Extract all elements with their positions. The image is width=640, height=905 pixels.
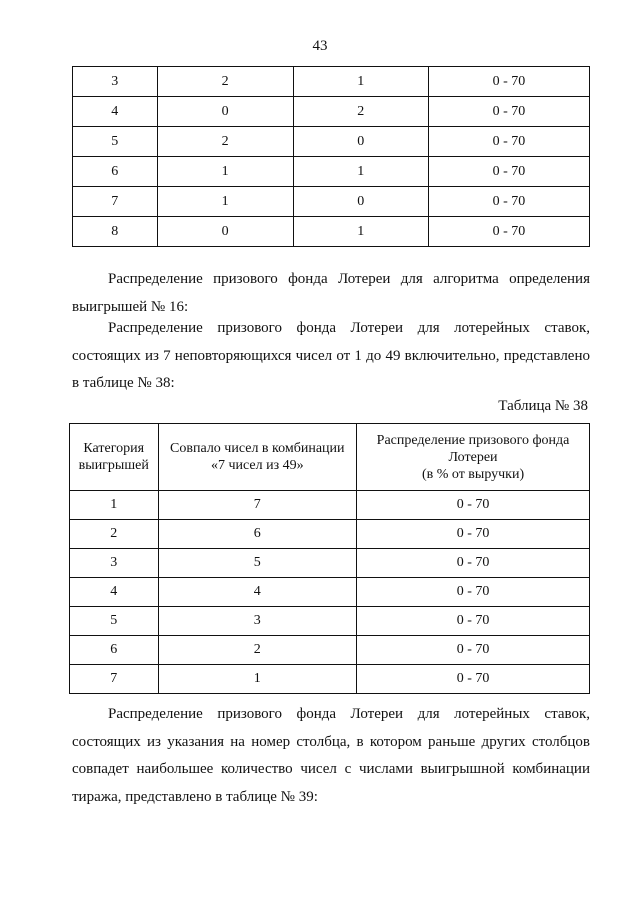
table-cell: 0 - 70: [357, 607, 590, 636]
table-cell: 1: [293, 157, 428, 187]
header-text: Совпало чисел в комбинации: [170, 441, 345, 456]
paragraph-line: Распределение призового фонда Лотереи для алгоритма определения: [108, 271, 590, 287]
table-row: [70, 665, 590, 694]
paragraph-table-38-intro: [72, 315, 590, 398]
paragraph-line: Распределение призового фонда Лотереи для лотерейных ставок,: [108, 706, 590, 722]
table-cell: 5: [158, 549, 357, 578]
table-cell: 7: [158, 491, 357, 520]
table-row: [70, 636, 590, 665]
table-cell: 2: [157, 127, 293, 157]
table-cell: 4: [158, 578, 357, 607]
paragraph-line: в таблице № 38:: [72, 375, 175, 391]
table-cell: 0: [157, 217, 293, 247]
paragraph-line: совпадет наибольшее количество чисел с числами выигрышной комбинации: [72, 761, 590, 777]
table-cell: 0 - 70: [357, 665, 590, 694]
table-cell: 0 - 70: [357, 549, 590, 578]
paragraph-table-39-intro: [72, 701, 590, 811]
table-header-row: [70, 424, 590, 491]
table-cell: 0 - 70: [428, 187, 589, 217]
header-text: выигрышей: [78, 458, 149, 473]
table-cell: 0: [293, 127, 428, 157]
table-cell: 4: [70, 578, 159, 607]
table-cell: 0 - 70: [357, 578, 590, 607]
table-cell: 1: [157, 157, 293, 187]
paragraph-line: состоящих из 7 неповторяющихся чисел от 1 до 49 включительно, представлено: [72, 347, 590, 364]
table-cell: 0: [293, 187, 428, 217]
table-row: [73, 187, 590, 217]
table-cell: 2: [293, 97, 428, 127]
table-cell: 0 - 70: [357, 636, 590, 665]
table-cell: 3: [73, 67, 158, 97]
prize-distribution-table-continued: [72, 66, 590, 247]
header-text: «7 чисел из 49»: [210, 458, 304, 473]
table-cell: 7: [73, 187, 158, 217]
table-cell: 3: [70, 549, 159, 578]
column-header-category: [70, 424, 159, 491]
table-cell: 2: [70, 520, 159, 549]
table-cell: 0: [157, 97, 293, 127]
table-row: [70, 520, 590, 549]
table-row: [73, 97, 590, 127]
table-row: [70, 491, 590, 520]
table-cell: 7: [70, 665, 159, 694]
paragraph-line: Распределение призового фонда Лотереи для лотерейных ставок,: [108, 320, 590, 336]
table-cell: 1: [158, 665, 357, 694]
table-cell: 1: [70, 491, 159, 520]
table-row: [73, 67, 590, 97]
column-header-distribution: [357, 424, 590, 491]
table-cell: 5: [70, 607, 159, 636]
header-text: (в % от выручки): [421, 466, 525, 482]
table-cell: 6: [158, 520, 357, 549]
table-cell: 0 - 70: [428, 217, 589, 247]
header-text: Лотереи: [448, 449, 498, 465]
header-text: Категория: [83, 441, 145, 456]
table-cell: 6: [73, 157, 158, 187]
table-row: [70, 549, 590, 578]
table-cell: 0 - 70: [428, 97, 589, 127]
paragraph-line: тиража, представлено в таблице № 39:: [72, 788, 318, 805]
table-cell: 0 - 70: [357, 520, 590, 549]
table-cell: 4: [73, 97, 158, 127]
prize-distribution-table-38: [69, 423, 590, 694]
table-cell: 5: [73, 127, 158, 157]
table-cell: 0 - 70: [428, 157, 589, 187]
table-cell: 0 - 70: [357, 491, 590, 520]
table-cell: 2: [158, 636, 357, 665]
paragraph-line: состоящих из указания на номер столбца, в котором раньше других столбцов: [72, 733, 590, 750]
table-row: [70, 578, 590, 607]
table-cell: 0 - 70: [428, 127, 589, 157]
table-row: [73, 217, 590, 247]
table-cell: 6: [70, 636, 159, 665]
column-header-matched: [158, 424, 357, 491]
page-number: 43: [312, 38, 328, 54]
table-row: [70, 607, 590, 636]
table-cell: 1: [293, 217, 428, 247]
table-row: [73, 127, 590, 157]
table-row: [73, 157, 590, 187]
table-cell: 1: [293, 67, 428, 97]
table-cell: 2: [157, 67, 293, 97]
table-caption: Таблица № 38: [498, 398, 588, 414]
paragraph-line: выигрышей № 16:: [72, 298, 189, 315]
table-cell: 3: [158, 607, 357, 636]
paragraph-algorithm-16: [72, 266, 590, 321]
header-text: Распределение призового фонда: [376, 432, 570, 448]
table-cell: 0 - 70: [428, 67, 589, 97]
table-cell: 1: [157, 187, 293, 217]
table-cell: 8: [73, 217, 158, 247]
